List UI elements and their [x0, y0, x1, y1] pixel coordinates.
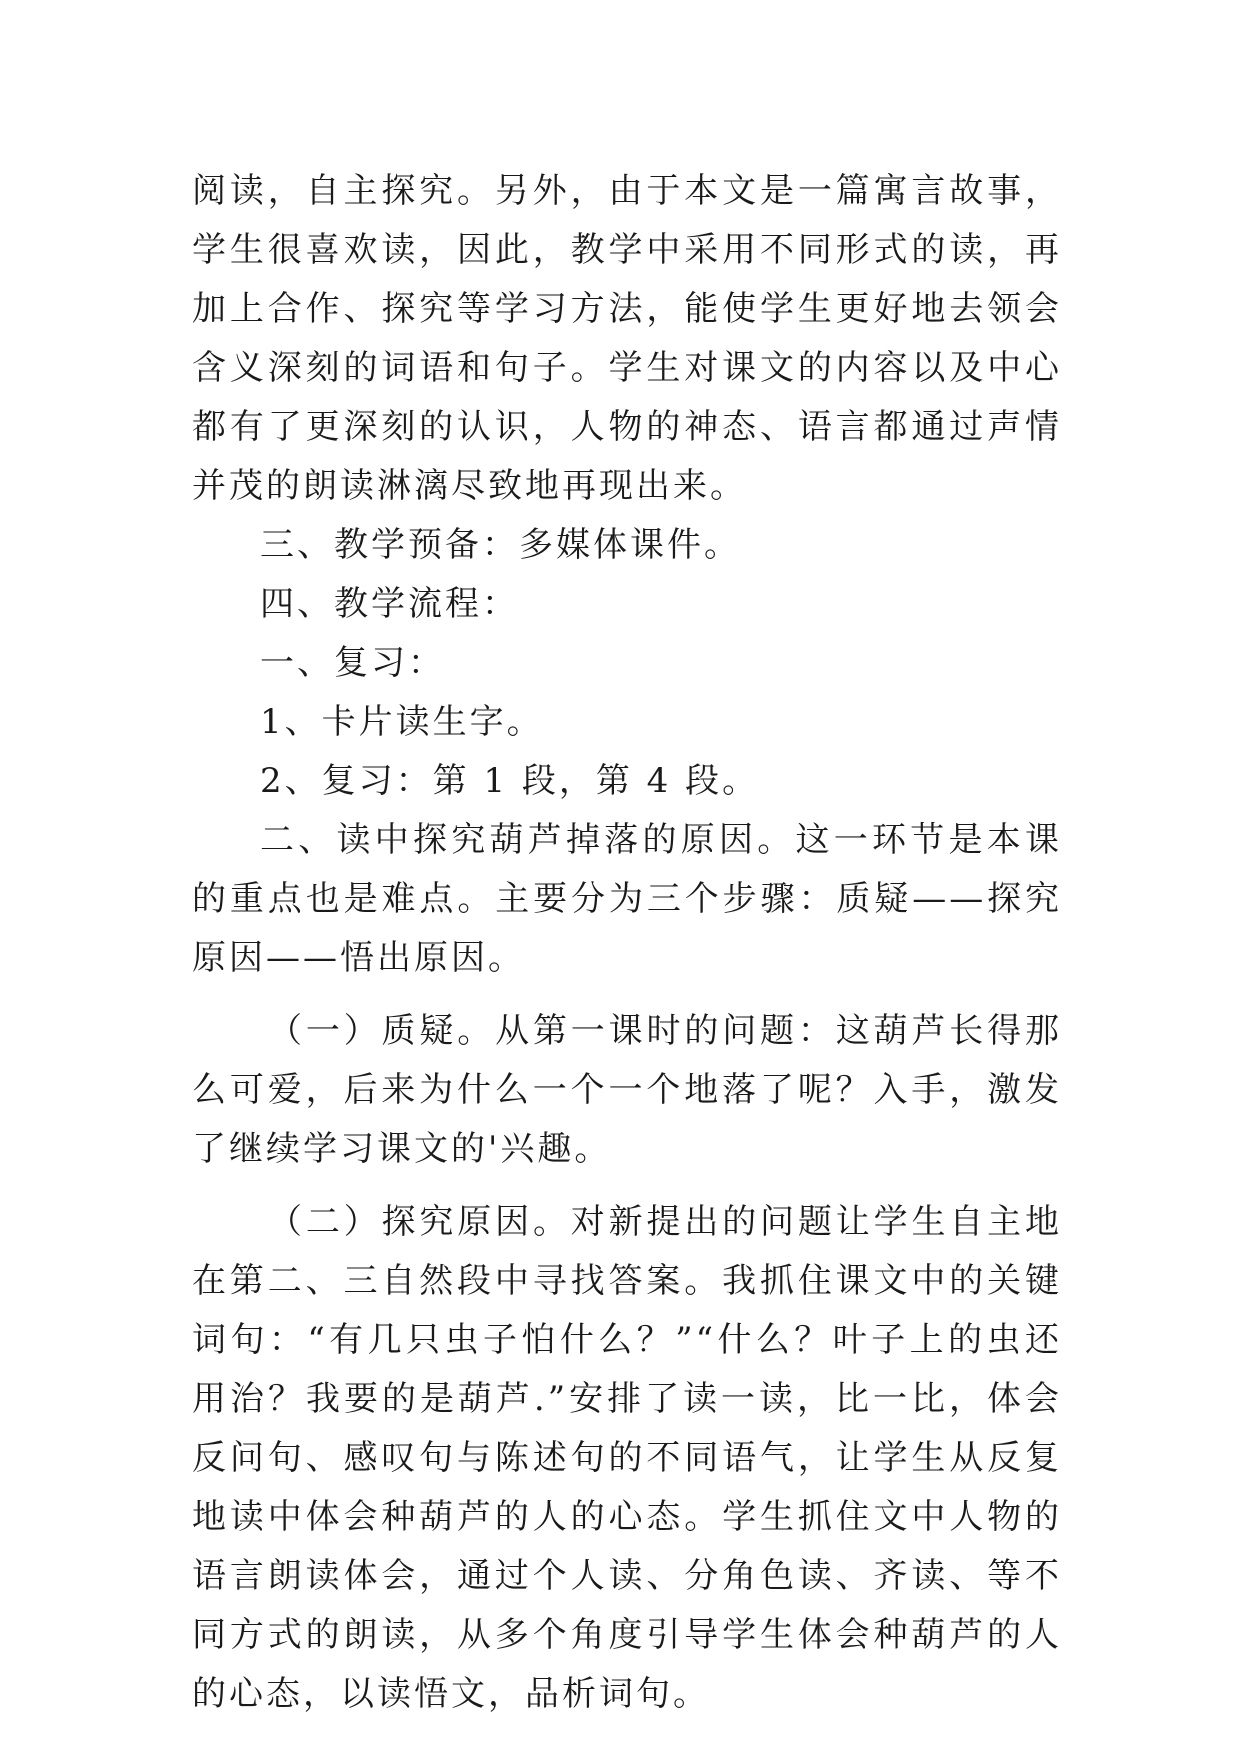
paragraph-6: 2、复习：第 1 段，第 4 段。 [260, 761, 760, 801]
paragraph-2: 三、教学预备：多媒体课件。 [260, 525, 741, 565]
paragraph-3: 四、教学流程： [260, 584, 519, 624]
paragraph-8: （一）质疑。从第一课时的问题：这葫芦长得那么可爱，后来为什么一个一个地落了呢？入手，激发了继续学习课文的'兴趣。 [192, 1011, 1062, 1169]
document-body [192, 162, 1062, 1724]
paragraph-5: 1、卡片读生字。 [260, 702, 544, 742]
paragraph-gap [192, 1179, 1062, 1193]
paragraph-gap [192, 988, 1062, 1002]
paragraph-7: 二、读中探究葫芦掉落的原因。这一环节是本课的重点也是难点。主要分为三个步骤：质疑——探究原因——悟出原因。 [192, 820, 1062, 978]
paragraph-4: 一、复习： [260, 643, 445, 683]
paragraph-9: （二）探究原因。对新提出的问题让学生自主地在第二、三自然段中寻找答案。我抓住课文中的关键词句：“有几只虫子怕什么？”“什么？叶子上的虫还用治？我要的是葫芦.”安排了读一读，比一比，体会反问句、感叹句与陈述句的不同语气，让学生从反复地读中体会种葫芦的人的心态。学生抓住文中人物的语言朗读体会，通过个人读、分角色读、齐读、等不同方式的朗读，从多个角度引导学生体会种葫芦的人的心态，以读悟文，品析词句。 [192, 1202, 1062, 1714]
paragraph-1: 阅读，自主探究。另外，由于本文是一篇寓言故事，学生很喜欢读，因此，教学中采用不同形式的读，再加上合作、探究等学习方法，能使学生更好地去领会含义深刻的词语和句子。学生对课文的内容以及中心都有了更深刻的认识，人物的神态、语言都通过声情并茂的朗读淋漓尽致地再现出来。 [192, 171, 1062, 506]
